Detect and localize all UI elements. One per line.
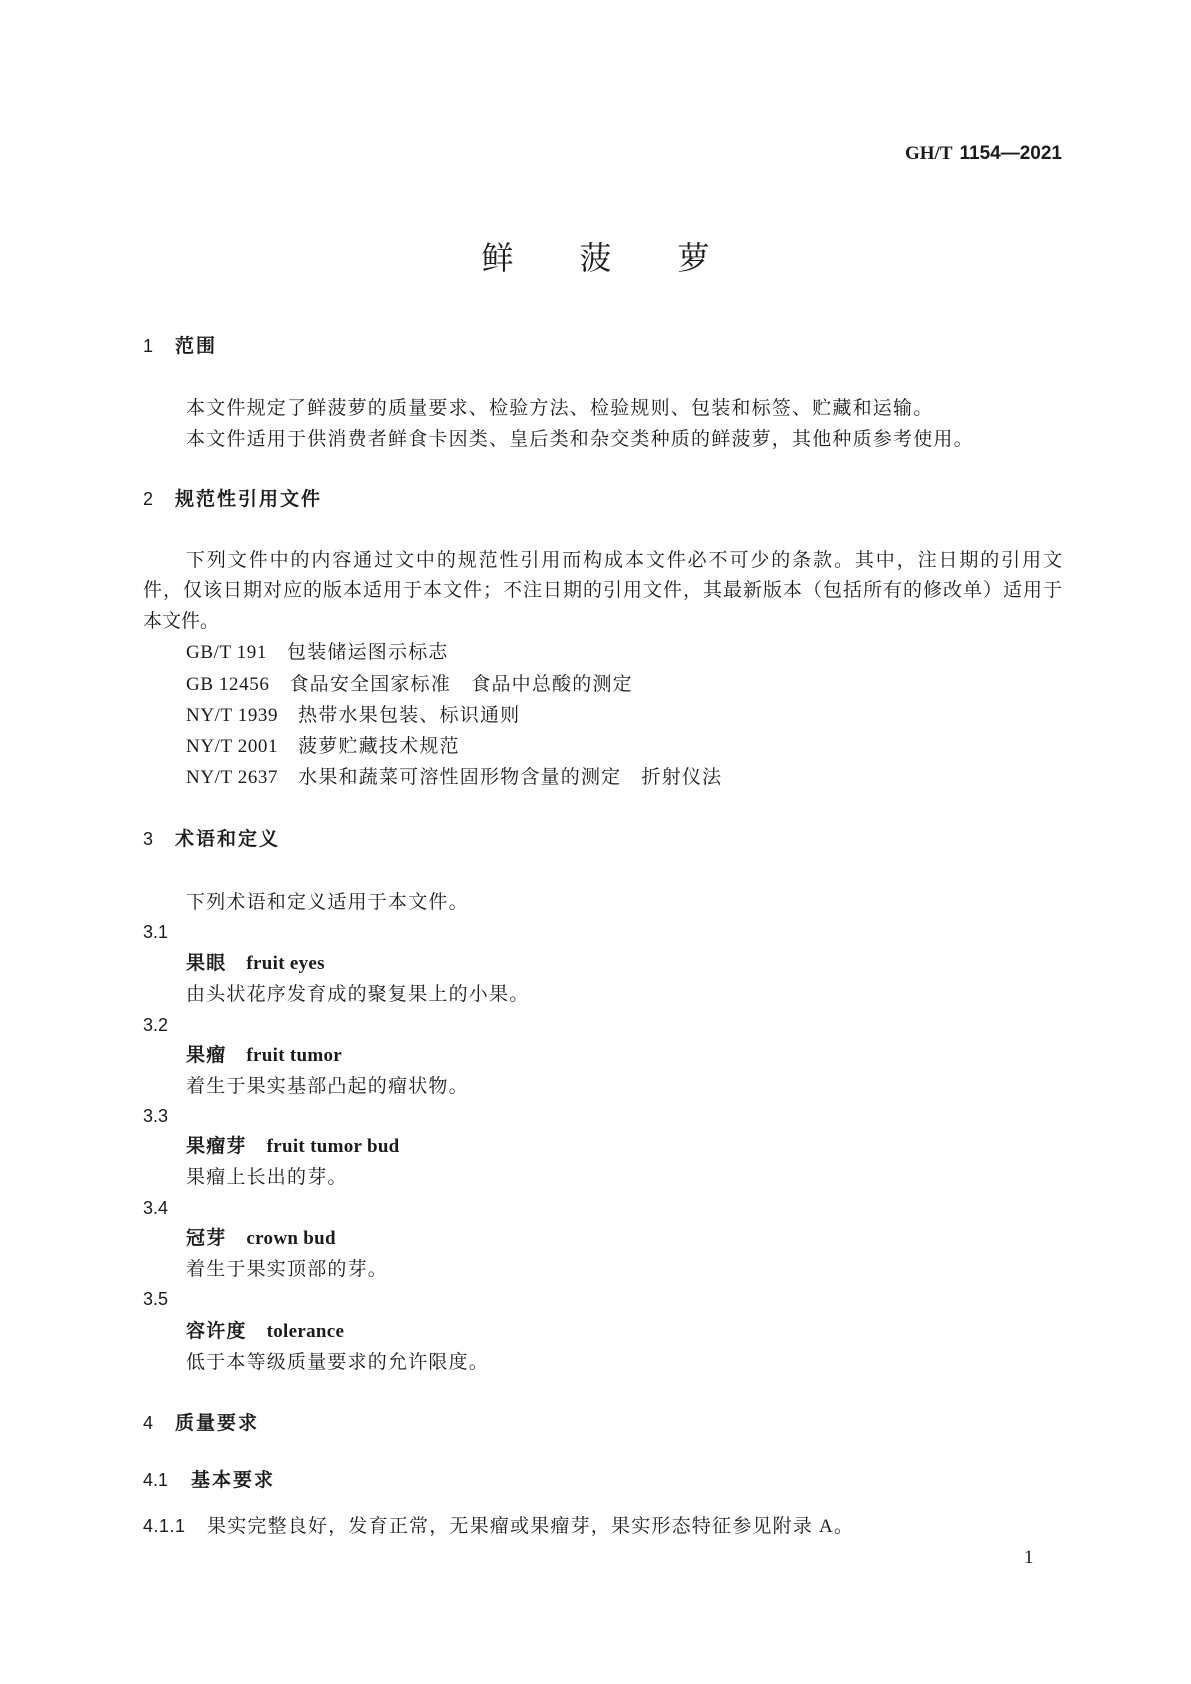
reference-title: 水果和蔬菜可溶性固形物含量的测定 折射仪法	[298, 767, 723, 788]
term-english: crown bud	[246, 1228, 336, 1249]
terms-intro: 下列术语和定义适用于本文件。	[186, 892, 469, 913]
reference-code: GB 12456	[186, 674, 270, 695]
references-paragraph-line: 件，仅该日期对应的版本适用于本文件；不注日期的引用文件，其最新版本（包括所有的修改单）适用于	[143, 580, 1062, 601]
reference-title: 热带水果包装、标识通则	[298, 705, 521, 726]
term-entry	[186, 948, 325, 979]
term-english: tolerance	[266, 1321, 345, 1342]
subsection-heading-basic-requirements	[143, 1465, 743, 1496]
term-chinese: 果眼	[186, 952, 227, 974]
term-entry	[186, 1040, 342, 1071]
reference-code: NY/T 2637	[186, 767, 279, 788]
term-number: 3.3	[143, 1106, 169, 1126]
term-entry	[186, 1316, 344, 1347]
term-chinese: 容许度	[186, 1320, 247, 1342]
term-english: fruit tumor	[246, 1045, 343, 1066]
page-number: 1	[1024, 1547, 1034, 1568]
reference-item	[186, 669, 633, 700]
section-number: 4	[143, 1413, 154, 1433]
term-definition: 由头状花序发育成的聚复果上的小果。	[186, 984, 530, 1005]
standard-number: 1154—2021	[959, 143, 1062, 164]
section-heading-terms-definitions	[143, 824, 743, 855]
section-title: 范围	[175, 335, 218, 357]
term-definition: 果瘤上长出的芽。	[186, 1167, 348, 1188]
term-number: 3.2	[143, 1015, 169, 1035]
term-number: 3.1	[143, 922, 169, 942]
term-number: 3.4	[143, 1198, 169, 1218]
term-entry	[186, 1223, 336, 1254]
section-heading-normative-references	[143, 484, 743, 515]
clause-text: 果实完整良好，发育正常，无果瘤或果瘤芽，果实形态特征参见附录 A。	[207, 1516, 855, 1537]
term-chinese: 果瘤	[186, 1044, 227, 1066]
reference-code: NY/T 2001	[186, 736, 279, 757]
term-definition: 着生于果实基部凸起的瘤状物。	[186, 1076, 469, 1097]
reference-item	[186, 700, 520, 731]
section-title: 术语和定义	[175, 828, 281, 850]
term-definition: 低于本等级质量要求的允许限度。	[186, 1352, 490, 1373]
references-paragraph-line: 本文件。	[143, 611, 220, 632]
subsection-title: 基本要求	[191, 1469, 276, 1491]
term-definition: 着生于果实顶部的芽。	[186, 1259, 389, 1280]
clause-number: 4.1.1	[143, 1516, 186, 1536]
reference-code: NY/T 1939	[186, 705, 279, 726]
term-chinese: 冠芽	[186, 1227, 227, 1249]
subsection-number: 4.1	[143, 1470, 169, 1490]
term-number: 3.5	[143, 1289, 169, 1309]
references-paragraph-line: 下列文件中的内容通过文中的规范性引用而构成本文件必不可少的条款。其中，注日期的引用文	[186, 550, 1062, 571]
section-title: 质量要求	[175, 1412, 260, 1434]
section-number: 2	[143, 489, 154, 509]
standard-code-header	[905, 138, 1062, 169]
reference-code: GB/T 191	[186, 642, 267, 663]
clause-4-1-1	[143, 1511, 1043, 1542]
reference-item	[186, 731, 460, 762]
reference-title: 包装储运图示标志	[287, 642, 449, 663]
term-entry	[186, 1131, 400, 1162]
standard-prefix: GH/T	[904, 143, 953, 164]
reference-item	[186, 637, 449, 668]
reference-item	[186, 762, 722, 793]
section-heading-quality-requirements	[143, 1408, 743, 1439]
scope-paragraph: 本文件规定了鲜菠萝的质量要求、检验方法、检验规则、包装和标签、贮藏和运输。	[186, 398, 934, 419]
document-title: 鲜菠萝	[481, 239, 776, 277]
reference-title: 菠萝贮藏技术规范	[298, 736, 460, 757]
term-chinese: 果瘤芽	[186, 1135, 247, 1157]
scope-paragraph: 本文件适用于供消费者鲜食卡因类、皇后类和杂交类种质的鲜菠萝，其他种质参考使用。	[186, 429, 974, 450]
reference-title: 食品安全国家标准 食品中总酸的测定	[289, 674, 633, 695]
term-english: fruit tumor bud	[266, 1136, 400, 1157]
section-title: 规范性引用文件	[175, 488, 323, 510]
section-number: 1	[143, 336, 154, 356]
term-english: fruit eyes	[246, 953, 325, 974]
section-number: 3	[143, 829, 154, 849]
section-heading-scope	[143, 331, 743, 362]
